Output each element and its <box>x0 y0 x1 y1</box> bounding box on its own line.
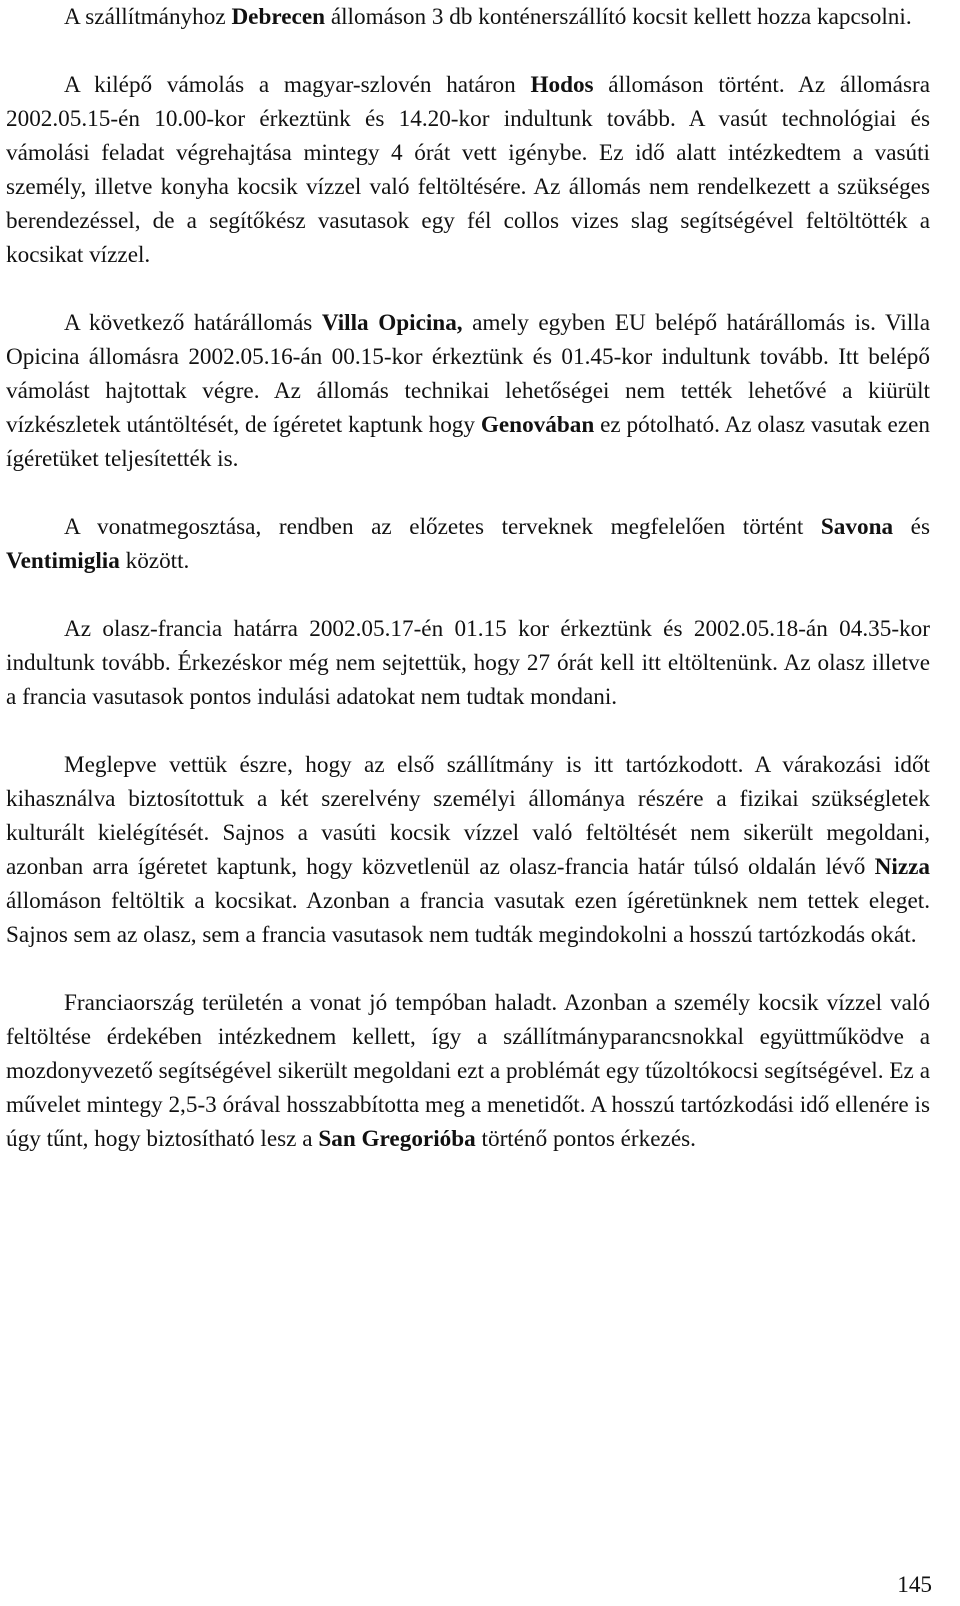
paragraph-gap <box>6 578 930 612</box>
bold-place-name: Hodos <box>530 72 594 98</box>
paragraph-gap <box>6 272 930 306</box>
text-segment: között. <box>119 548 190 574</box>
paragraph-1 <box>6 0 930 34</box>
paragraph-gap <box>6 476 930 510</box>
text-segment: A vonatmegosztása, rendben az előzetes terveknek megfelelően történt <box>64 514 821 540</box>
text-segment: állomáson 3 db konténerszállító kocsit kellett hozza kapcsolni. <box>325 4 912 30</box>
paragraph-3 <box>6 306 930 476</box>
paragraph-gap <box>6 714 930 748</box>
text-segment: állomáson feltöltik a kocsikat. Azonban a francia vasutak ezen ígéretünknek nem tettek eleget. Sajnos sem az olasz, sem a francia vasutasok nem tudták megindokolni a hosszú tartózkodás okát. <box>6 888 930 948</box>
text-segment: történő pontos érkezés. <box>475 1126 696 1152</box>
bold-place-name: Savona <box>820 514 894 540</box>
bold-place-name: Nizza <box>874 854 930 880</box>
document-page <box>6 0 930 1156</box>
bold-place-name: Villa Opicina, <box>321 310 463 336</box>
text-segment: és <box>893 514 930 540</box>
bold-place-name: Ventimiglia <box>6 548 120 574</box>
bold-place-name: San Gregorióba <box>318 1126 476 1152</box>
bold-place-name: Debrecen <box>231 4 326 30</box>
page-number: 145 <box>897 1572 932 1598</box>
paragraph-7 <box>6 986 930 1156</box>
text-segment: Franciaország területén a vonat jó tempóban haladt. Azonban a személy kocsik vízzel való feltöltése érdekében intézkednem kellett, így a szállítmányparancsnokkal együttműködve a mozdonyvezető segítségével sikerült megoldani ezt a problémát egy tűzoltókocsi segítségével. Ez a művelet mintegy 2,5-3 órával hosszabbította meg a menetidőt. A hosszú tartózkodási idő ellenére is úgy tűnt, hogy biztosítható lesz a <box>6 990 930 1152</box>
text-segment: amely egyben EU belépő határállomás is. Villa Opicina állomásra 2002.05.16-án 00.15-kor érkeztünk és 01.45-kor indultunk tovább. Itt belépő vámolást hajtottak végre. Az állomás technikai lehetőségei nem tették lehetővé a kiürült vízkészletek utántöltését, de ígéretet kaptunk hogy <box>6 310 930 438</box>
paragraph-gap <box>6 34 930 68</box>
paragraph-6 <box>6 748 930 952</box>
text-segment: Meglepve vettük észre, hogy az első szállítmány is itt tartózkodott. A várakozási időt kihasználva biztosítottuk a két szerelvény személyi állománya részére a fizikai szükségletek kulturált kielégítését. Sajnos a vasúti kocsik vízzel való feltöltését nem sikerült megoldani, azonban arra ígéretet kaptunk, hogy közvetlenül az olasz-francia határ túlsó oldalán lévő <box>6 752 930 880</box>
text-segment: állomáson történt. Az állomásra 2002.05.15-én 10.00-kor érkeztünk és 14.20-kor indultunk tovább. A vasút technológiai és vámolási feladat végrehajtása mintegy 4 órát vett igénybe. Ez idő alatt intézkedtem a vasúti személy, illetve konyha kocsik vízzel való feltöltésére. Az állomás nem rendelkezett a szükséges berendezéssel, de a segítőkész vasutasok egy fél collos vizes slag segítségével feltöltötték a kocsikat vízzel. <box>6 72 930 268</box>
text-segment: ez pótolható. Az olasz vasutak ezen ígéretüket teljesítették is. <box>6 412 931 472</box>
text-segment: A szállítmányhoz <box>64 4 232 30</box>
bold-place-name: Genovában <box>480 412 595 438</box>
text-segment: A következő határállomás <box>64 310 322 336</box>
paragraph-5 <box>6 612 930 714</box>
paragraph-4 <box>6 510 930 578</box>
text-segment: Az olasz-francia határra 2002.05.17-én 01.15 kor érkeztünk és 2002.05.18-án 04.35-kor indultunk tovább. Érkezéskor még nem sejtettük, hogy 27 órát kell itt eltöltenünk. Az olasz illetve a francia vasutasok pontos indulási adatokat nem tudtak mondani. <box>6 616 930 710</box>
paragraph-gap <box>6 952 930 986</box>
paragraph-2 <box>6 68 930 272</box>
text-segment: A kilépő vámolás a magyar-szlovén határon <box>64 72 531 98</box>
